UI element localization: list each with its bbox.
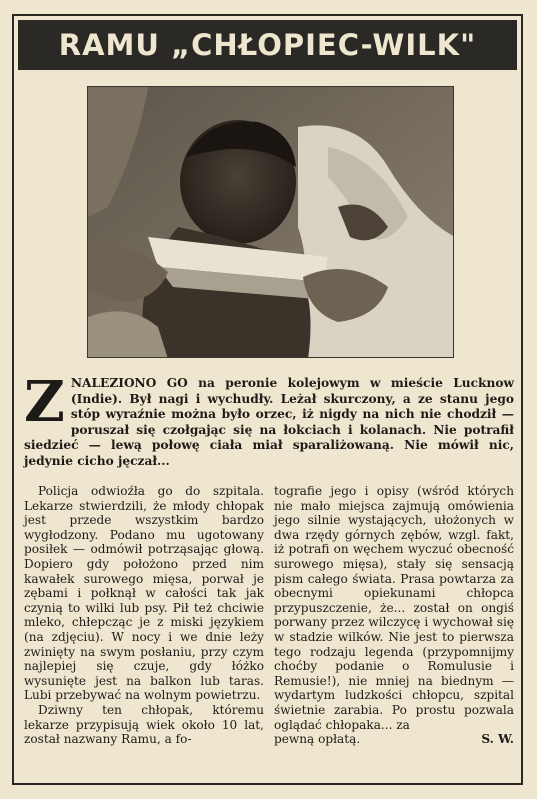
column-right — [274, 484, 514, 780]
author-signature: S. W. — [481, 732, 514, 747]
drop-cap: Z — [24, 369, 65, 435]
article-photo — [87, 86, 454, 358]
article-page — [12, 14, 523, 785]
closing-line — [274, 732, 514, 747]
paragraph: tografie jego i opisy (wśród których nie mało miejsca zajmują omówienia jego silnie wystających, ułożonych w dwa rzędy górnych zębów, wzgl. fakt, iż potrafi on węchem wyczuć obecność surowego mięsa), stały się sensacją pism całego świata. Prasa powtarza za obecnymi opiekunami chłopca przypuszczenie, że... został on ongiś porwany przez wilczycę i wychował się w stadzie wilków. Nie jest to pierwsza tego rodzaju legenda (przypomnijmy choćby podanie o Romulusie i Remusie!), nie mniej na biednym — wydartym ludzkości chłopcu, szpital świetnie zarabia. Po prostu pozwala oglądać chłopaka... za — [274, 484, 514, 732]
photo-boy-drinking-milk-icon — [88, 87, 454, 358]
article-title: RAMU „CHŁOPIEC-WILK" — [58, 28, 477, 62]
title-bar — [18, 20, 517, 70]
article-body — [24, 484, 514, 780]
closing-text: pewną opłatą. — [274, 732, 361, 747]
paragraph: Policja odwioźła go do szpitala. Lekarze stwierdzili, że młody chłopak jest przede wszystkim bardzo wygłodzony. Podano mu ugotowany posiłek — odmówił potrząsając głową. Dopiero gdy położono przed nim kawałek surowego mięsa, porwał je zębami i połknął w całości tak jak czynią to wilki lub psy. Pił też chciwie mleko, chłepcząc je z miski językiem (na zdjęciu). W nocy i we dnie leży zwinięty na swym posłaniu, przy czym najlepiej się czuje, gdy łóżko wysunięte jest na balkon lub taras. Lubi przebywać na wolnym powietrzu. — [24, 484, 264, 703]
column-left — [24, 484, 264, 780]
paragraph: Dziwny ten chłopak, któremu lekarze przypisują wiek około 10 lat, został nazwany Ramu, a fo- — [24, 702, 264, 747]
lead-text: NALEZIONO GO na peronie kolejowym w mieście Lucknow (Indie). Był nagi i wychudły. Leżał skurczony, a ze stanu jego stóp wyraźnie można było orzec, iż nigdy na nich nie chodził — poruszał się czołgając się na łokciach i kolanach. Nie potrafił siedzieć — lewą połowę ciała miał sparaliżowaną. Nie mówił nic, jedynie cicho jęczał... — [24, 376, 514, 468]
lead-paragraph — [24, 369, 514, 469]
